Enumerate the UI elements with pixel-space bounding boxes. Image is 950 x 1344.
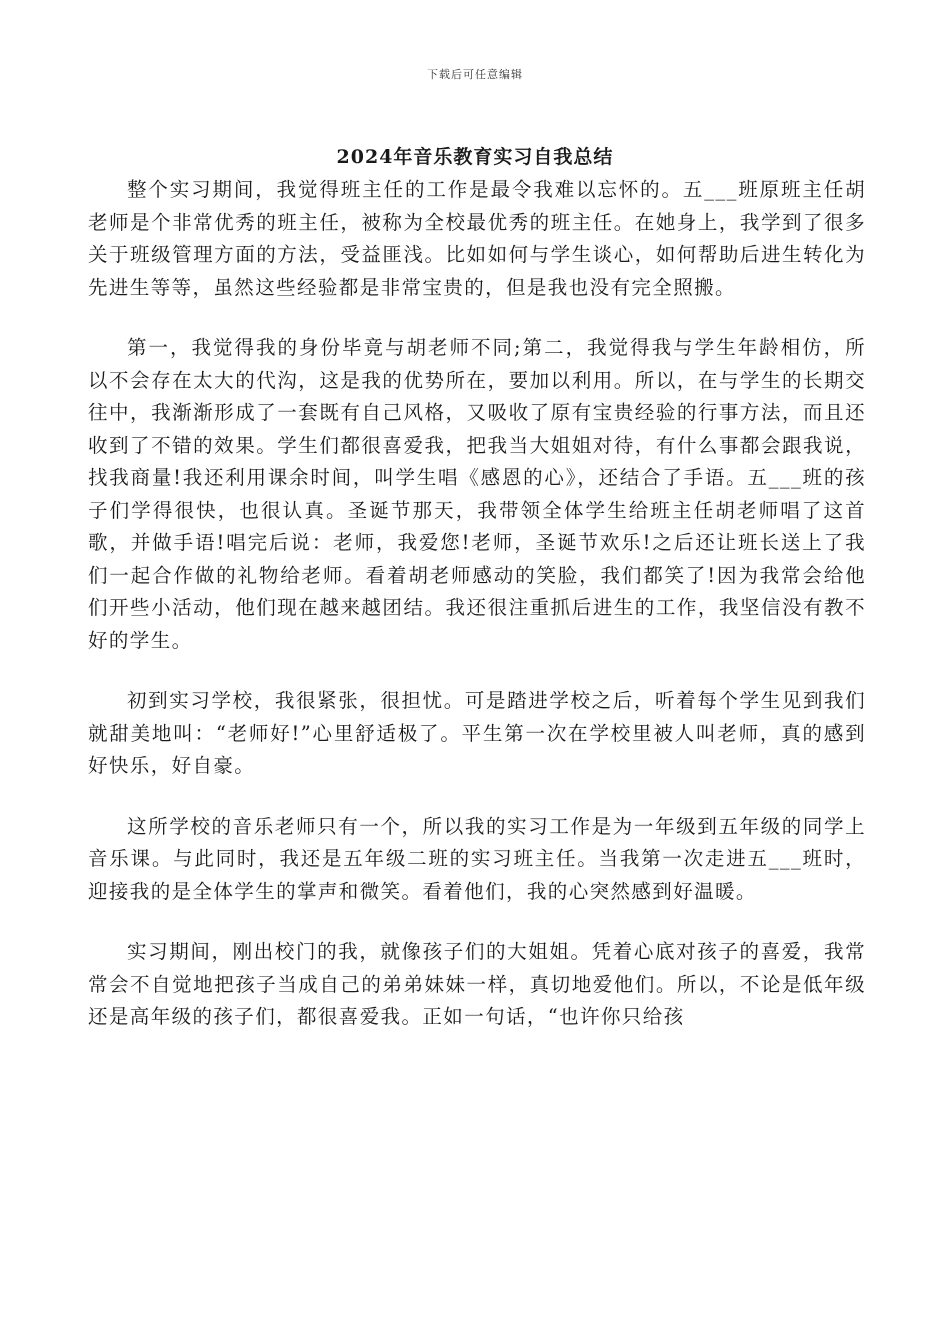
header-note: 下载后可任意编辑 [427, 68, 523, 81]
paragraph: 第一，我觉得我的身份毕竟与胡老师不同;第二，我觉得我与学生年龄相仿，所以不会存在太大的代沟，这是我的优势所在，要加以利用。所以，在与学生的长期交往中，我渐渐形成了一套既有自己风格，又吸收了原有宝贵经验的行事方法，而且还收到了不错的效果。学生们都很喜爱我，把我当大姐姐对待，有什么事都会跟我说，找我商量!我还利用课余时间，叫学生唱《感恩的心》，还结合了手语。五___班的孩子们学得很快，也很认真。圣诞节那天，我带领全体学生给班主任胡老师唱了这首歌，并做手语!唱完后说：老师，我爱您!老师，圣诞节欢乐!之后还让班长送上了我们一起合作做的礼物给老师。看着胡老师感动的笑脸，我们都笑了!因为我常会给他们开些小活动，他们现在越来越团结。我还很注重抓后进生的工作，我坚信没有教不好的学生。 [88, 336, 866, 652]
document-title: 2024年音乐教育实习自我总结 [336, 146, 614, 168]
paragraph: 实习期间，刚出校门的我，就像孩子们的大姐姐。凭着心底对孩子的喜爱，我常常会不自觉地把孩子当成自己的弟弟妹妹一样，真切地爱他们。所以，不论是低年级还是高年级的孩子们，都很喜爱我。正如一句话，“也许你只给孩 [88, 940, 866, 1028]
document-body [88, 174, 866, 1062]
paragraph: 这所学校的音乐老师只有一个，所以我的实习工作是为一年级到五年级的同学上音乐课。与此同时，我还是五年级二班的实习班主任。当我第一次走进五___班时，迎接我的是全体学生的掌声和微笑。看着他们，我的心突然感到好温暖。 [88, 814, 866, 903]
paragraph: 整个实习期间，我觉得班主任的工作是最令我难以忘怀的。五___班原班主任胡老师是个非常优秀的班主任，被称为全校最优秀的班主任。在她身上，我学到了很多关于班级管理方面的方法，受益匪浅。比如如何与学生谈心，如何帮助后进生转化为先进生等等，虽然这些经验都是非常宝贵的，但是我也没有完全照搬。 [88, 178, 866, 299]
paragraph: 初到实习学校，我很紧张，很担忧。可是踏进学校之后，听着每个学生见到我们就甜美地叫：“老师好!”心里舒适极了。平生第一次在学校里被人叫老师，真的感到好快乐，好自豪。 [88, 689, 866, 777]
